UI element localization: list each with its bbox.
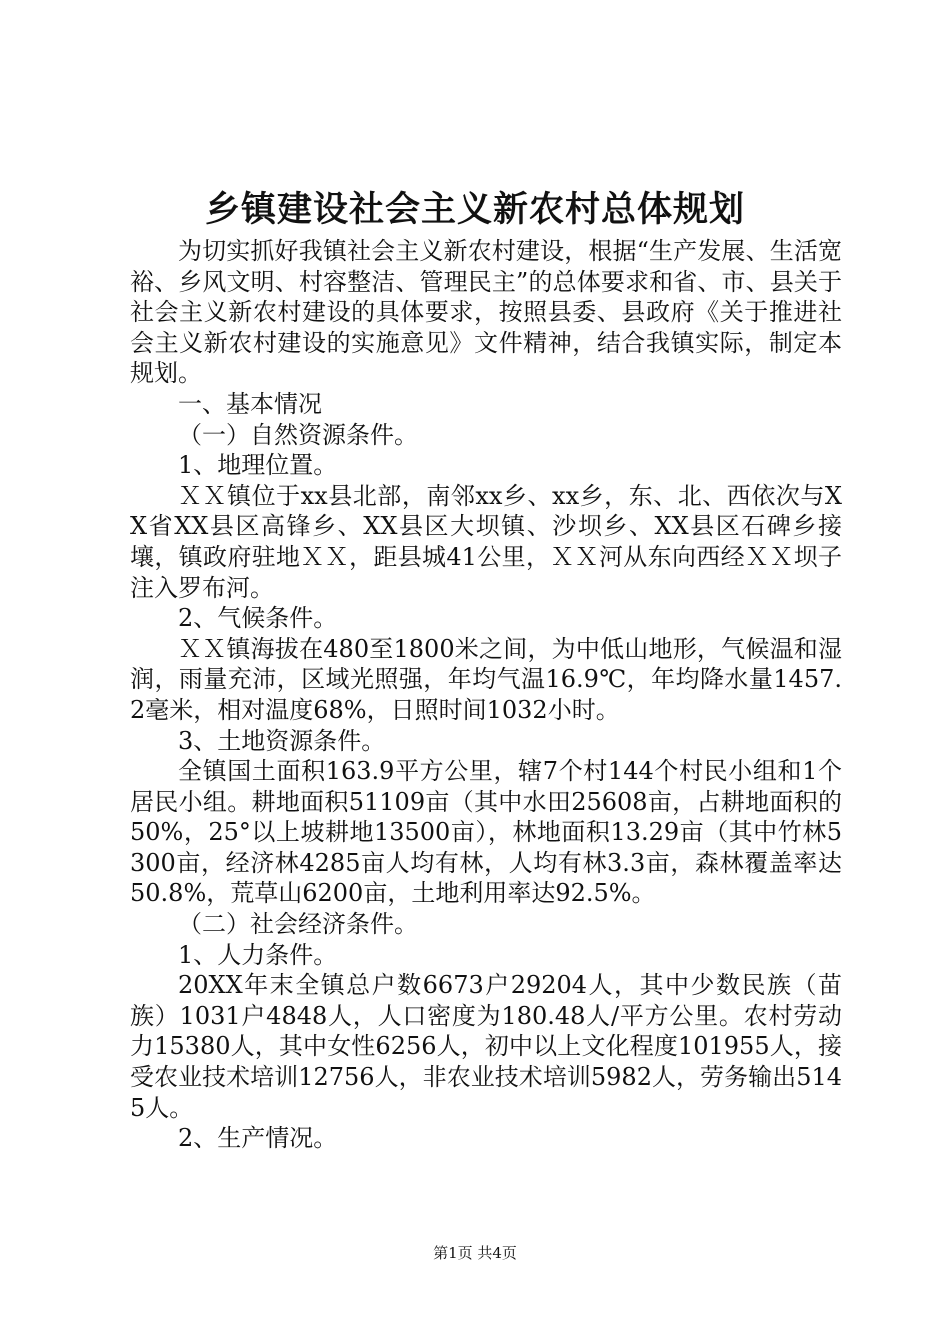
item-heading-human-resources: 1、人力条件。 xyxy=(178,940,338,969)
item-heading-production: 2、生产情况。 xyxy=(178,1124,338,1153)
item-heading-climate: 2、气候条件。 xyxy=(178,604,338,633)
land-paragraph: 全镇国土面积163.9平方公里，辖7个村144个村民小组和1个居民小组。耕地面积51109亩（其中水田25608亩，占耕地面积的50%，25°以上坡耕地13500亩），林地面积13.29亩（其中竹林5300亩，经济林4285亩人均有林，人均有林3.3亩，森林覆盖率达50.8%，荒草山6200亩，土地利用率达92.5%。 xyxy=(130,757,842,908)
item-heading-geography: 1、地理位置。 xyxy=(178,451,338,480)
geography-paragraph: ＸＸ镇位于xx县北部，南邻xx乡、xx乡，东、北、西依次与XX省XX县区高锋乡、XX县区大坝镇、沙坝乡、XX县区石碑乡接壤，镇政府驻地ＸＸ，距县城41公里，ＸＸ河从东向西经ＸＸ坝子注入罗布河。 xyxy=(130,481,842,602)
document-body xyxy=(130,236,842,1154)
subsection-heading-socioeconomic: （二）社会经济条件。 xyxy=(178,910,418,939)
document-title: 乡镇建设社会主义新农村总体规划 xyxy=(204,189,745,230)
item-heading-land: 3、土地资源条件。 xyxy=(178,726,386,755)
page-footer: 第1页 共4页 xyxy=(433,1244,517,1262)
intro-paragraph: 为切实抓好我镇社会主义新农村建设，根据“生产发展、生活宽裕、乡风文明、村容整洁、管理民主”的总体要求和省、市、县关于社会主义新农村建设的具体要求，按照县委、县政府《关于推进社会主义新农村建设的实施意见》文件精神，结合我镇实际，制定本规划。 xyxy=(130,237,842,388)
subsection-heading-natural-resources: （一）自然资源条件。 xyxy=(178,420,418,449)
climate-paragraph: ＸＸ镇海拔在480至1800米之间，为中低山地形，气候温和湿润，雨量充沛，区域光照强，年均气温16.9℃，年均降水量1457.2毫米，相对温度68%，日照时间1032小时。 xyxy=(130,634,842,724)
section-heading-basic-situation: 一、基本情况 xyxy=(178,389,322,418)
human-resources-paragraph: 20XX年末全镇总户数6673户29204人，其中少数民族（苗族）1031户4848人，人口密度为180.48人/平方公里。农村劳动力15380人，其中女性6256人，初中以上文化程度101955人，接受农业技术培训12756人，非农业技术培训5982人，劳务输出5145人。 xyxy=(130,971,842,1122)
